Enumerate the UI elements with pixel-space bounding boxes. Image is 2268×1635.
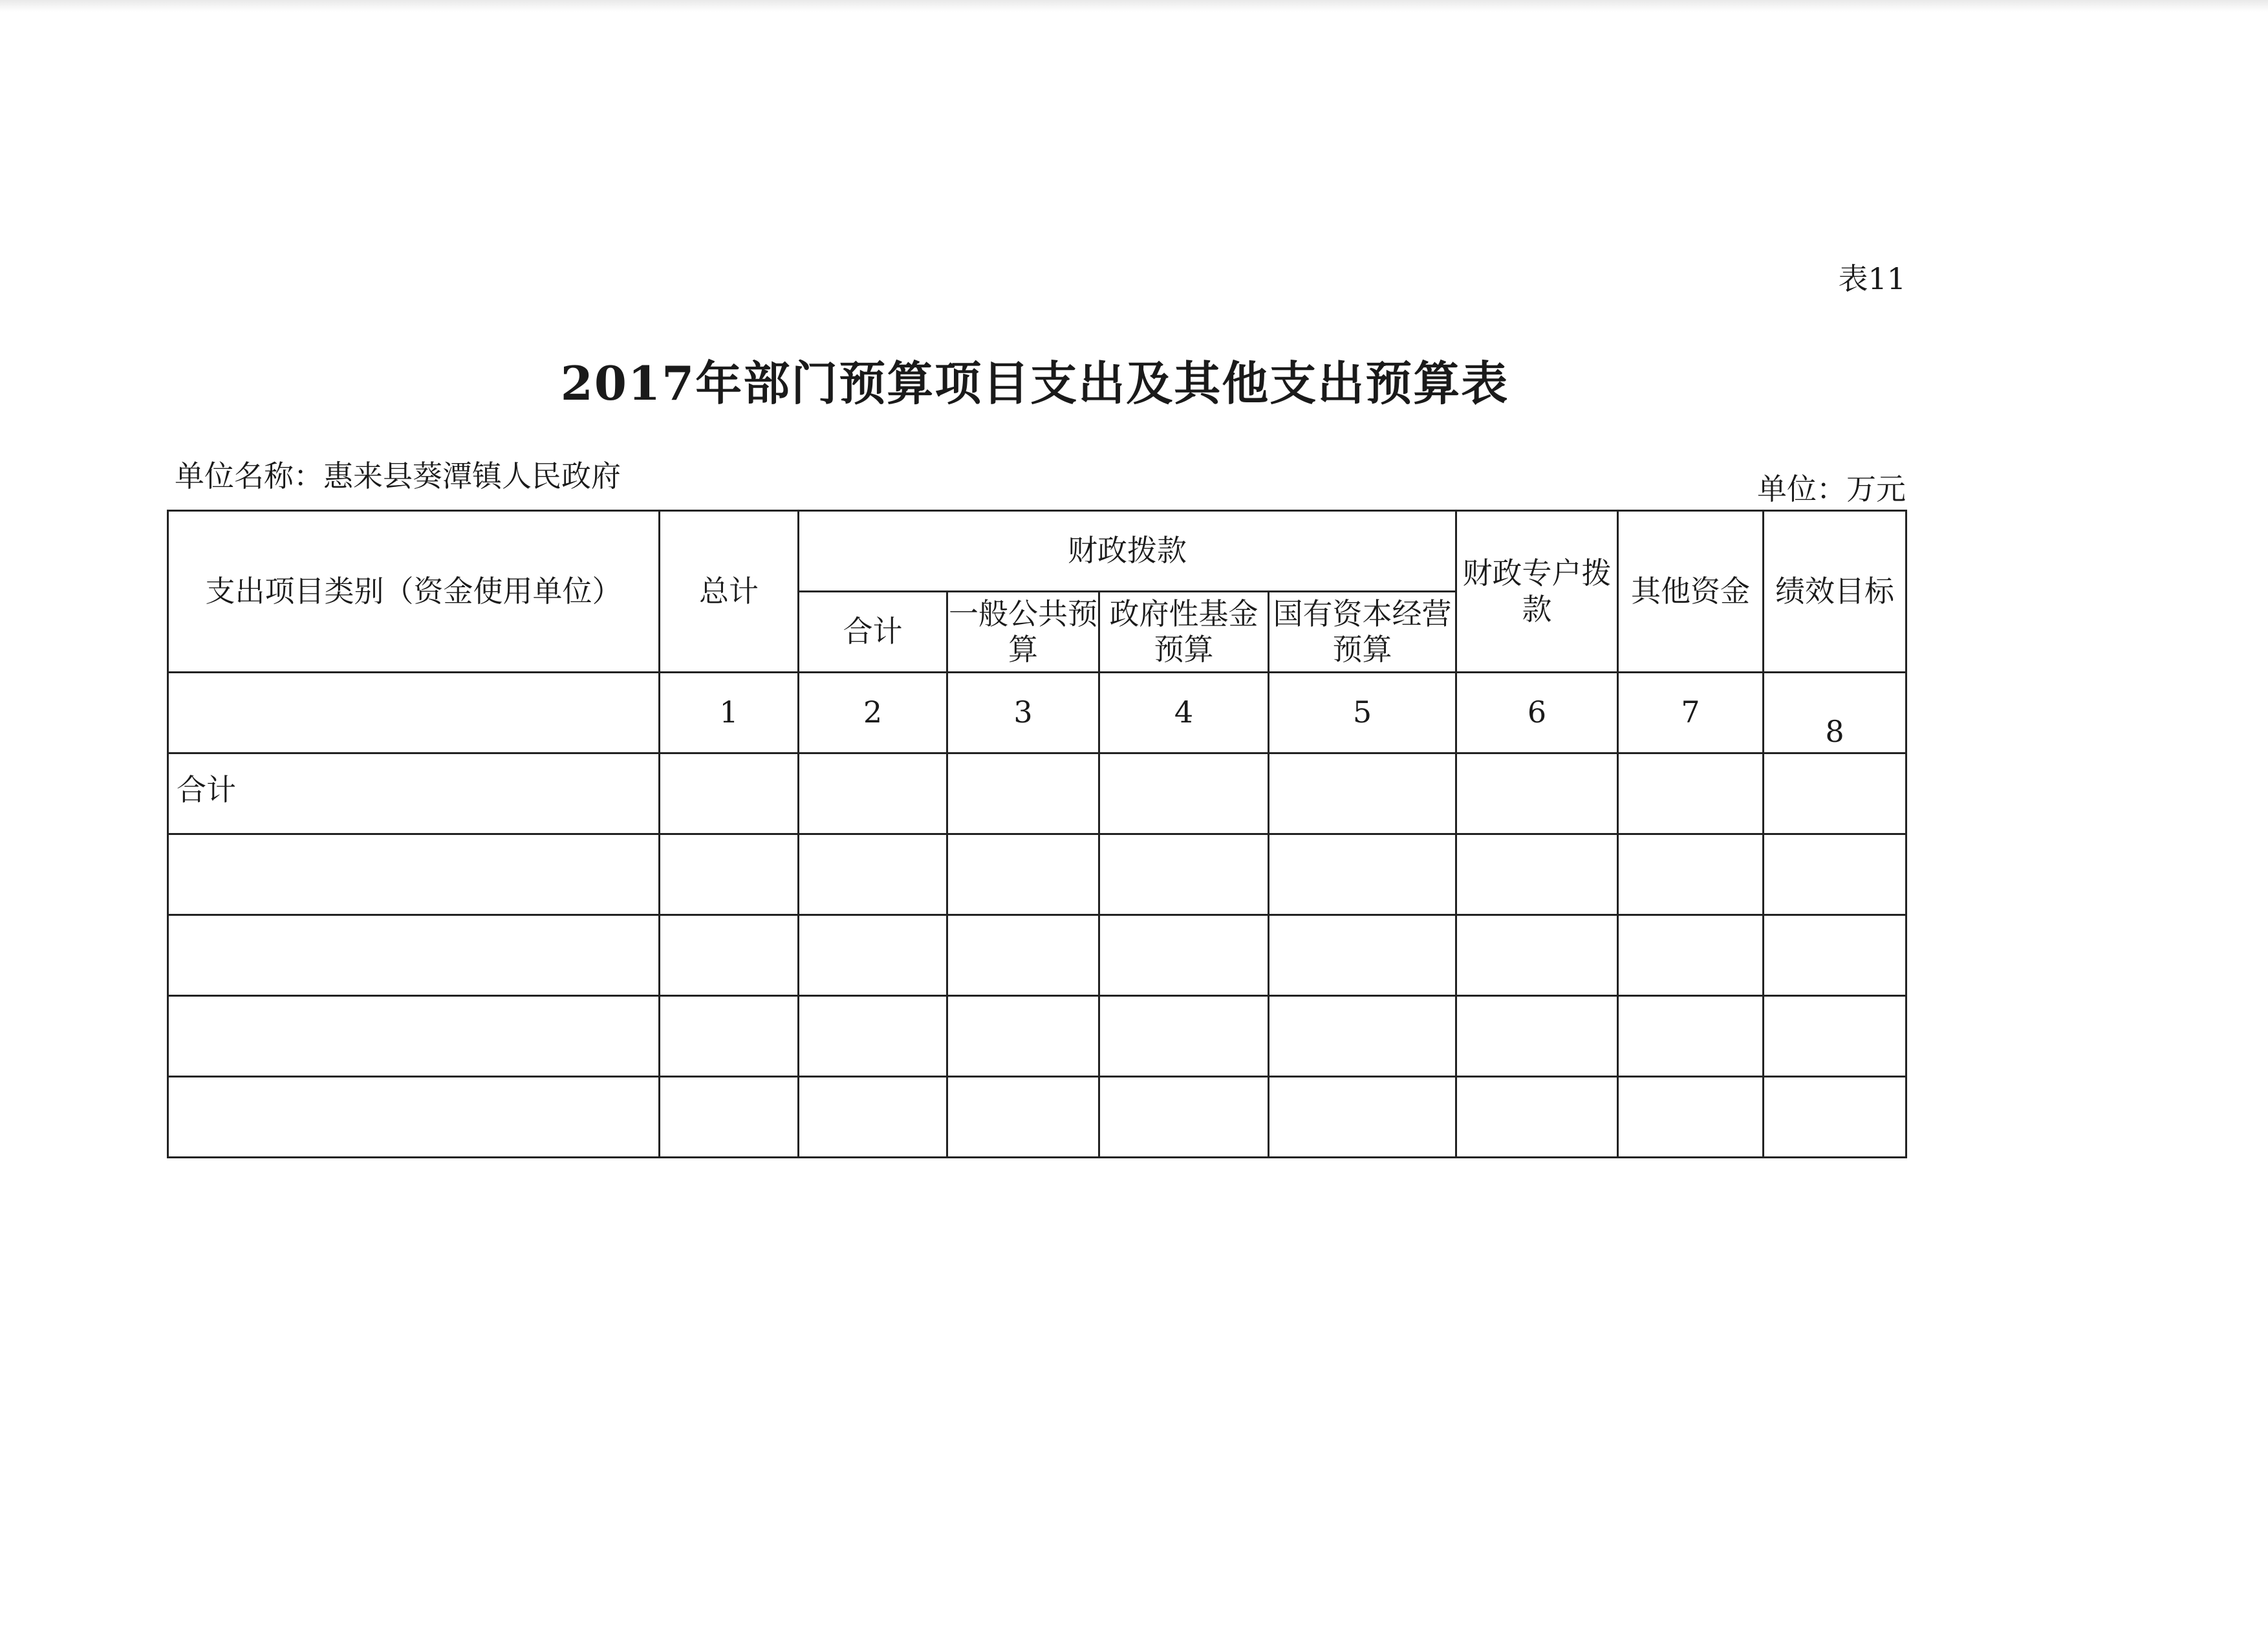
table-row <box>168 996 1906 1077</box>
row-label <box>168 1077 660 1158</box>
cell <box>1456 996 1618 1077</box>
column-number: 1 <box>660 673 799 753</box>
cell <box>1269 996 1456 1077</box>
header-subtotal: 合计 <box>799 592 947 673</box>
cell <box>947 1077 1099 1158</box>
cell <box>947 996 1099 1077</box>
currency-unit: 单位：万元 <box>1757 471 1906 506</box>
header-performance-goal: 绩效目标 <box>1764 511 1906 673</box>
cell <box>1099 753 1269 834</box>
table-row <box>168 753 1906 834</box>
cell <box>660 753 799 834</box>
cell <box>1764 834 1906 915</box>
table-row <box>168 1077 1906 1158</box>
column-number: 5 <box>1269 673 1456 753</box>
cell <box>799 996 947 1077</box>
header-category: 支出项目类别（资金使用单位） <box>168 511 660 673</box>
cell <box>1456 915 1618 996</box>
cell <box>1269 753 1456 834</box>
unit-name: 单位名称：惠来县葵潭镇人民政府 <box>175 459 621 493</box>
cell <box>1456 834 1618 915</box>
row-label <box>168 915 660 996</box>
cell <box>1618 996 1764 1077</box>
row-label: 合计 <box>168 753 660 834</box>
number-row-blank <box>168 673 660 753</box>
cell <box>1099 834 1269 915</box>
cell <box>947 834 1099 915</box>
table-row <box>168 915 1906 996</box>
cell <box>1099 1077 1269 1158</box>
header-general-budget: 一般公共预算 <box>947 592 1099 673</box>
scan-edge <box>0 0 2268 12</box>
header-state-capital-budget: 国有资本经营预算 <box>1269 592 1456 673</box>
cell <box>1764 915 1906 996</box>
cell <box>799 1077 947 1158</box>
cell <box>1764 1077 1906 1158</box>
column-number: 3 <box>947 673 1099 753</box>
cell <box>660 996 799 1077</box>
column-number: 2 <box>799 673 947 753</box>
header-other-funds: 其他资金 <box>1618 511 1764 673</box>
column-number: 4 <box>1099 673 1269 753</box>
budget-table <box>167 510 1907 1158</box>
row-label <box>168 834 660 915</box>
column-number: 7 <box>1618 673 1764 753</box>
cell <box>660 915 799 996</box>
cell <box>1764 996 1906 1077</box>
cell <box>1618 753 1764 834</box>
cell <box>1269 834 1456 915</box>
cell <box>1099 915 1269 996</box>
cell <box>1456 1077 1618 1158</box>
cell <box>799 753 947 834</box>
row-label <box>168 996 660 1077</box>
cell <box>1269 915 1456 996</box>
document-title: 2017年部门预算项目支出及其他支出预算表 <box>560 356 1509 411</box>
table-number: 表11 <box>1838 261 1906 296</box>
cell <box>799 915 947 996</box>
cell <box>947 753 1099 834</box>
column-number: 8 <box>1764 673 1906 753</box>
cell <box>1099 996 1269 1077</box>
header-total: 总计 <box>660 511 799 673</box>
cell <box>1618 915 1764 996</box>
cell <box>947 915 1099 996</box>
header-fund-budget: 政府性基金预算 <box>1099 592 1269 673</box>
cell <box>1764 753 1906 834</box>
cell <box>799 834 947 915</box>
table-row <box>168 834 1906 915</box>
cell <box>1618 1077 1764 1158</box>
cell <box>1618 834 1764 915</box>
cell <box>1456 753 1618 834</box>
header-special-account: 财政专户拨款 <box>1456 511 1618 673</box>
cell <box>660 1077 799 1158</box>
cell <box>660 834 799 915</box>
header-fiscal-group: 财政拨款 <box>799 511 1456 592</box>
column-number: 6 <box>1456 673 1618 753</box>
cell <box>1269 1077 1456 1158</box>
